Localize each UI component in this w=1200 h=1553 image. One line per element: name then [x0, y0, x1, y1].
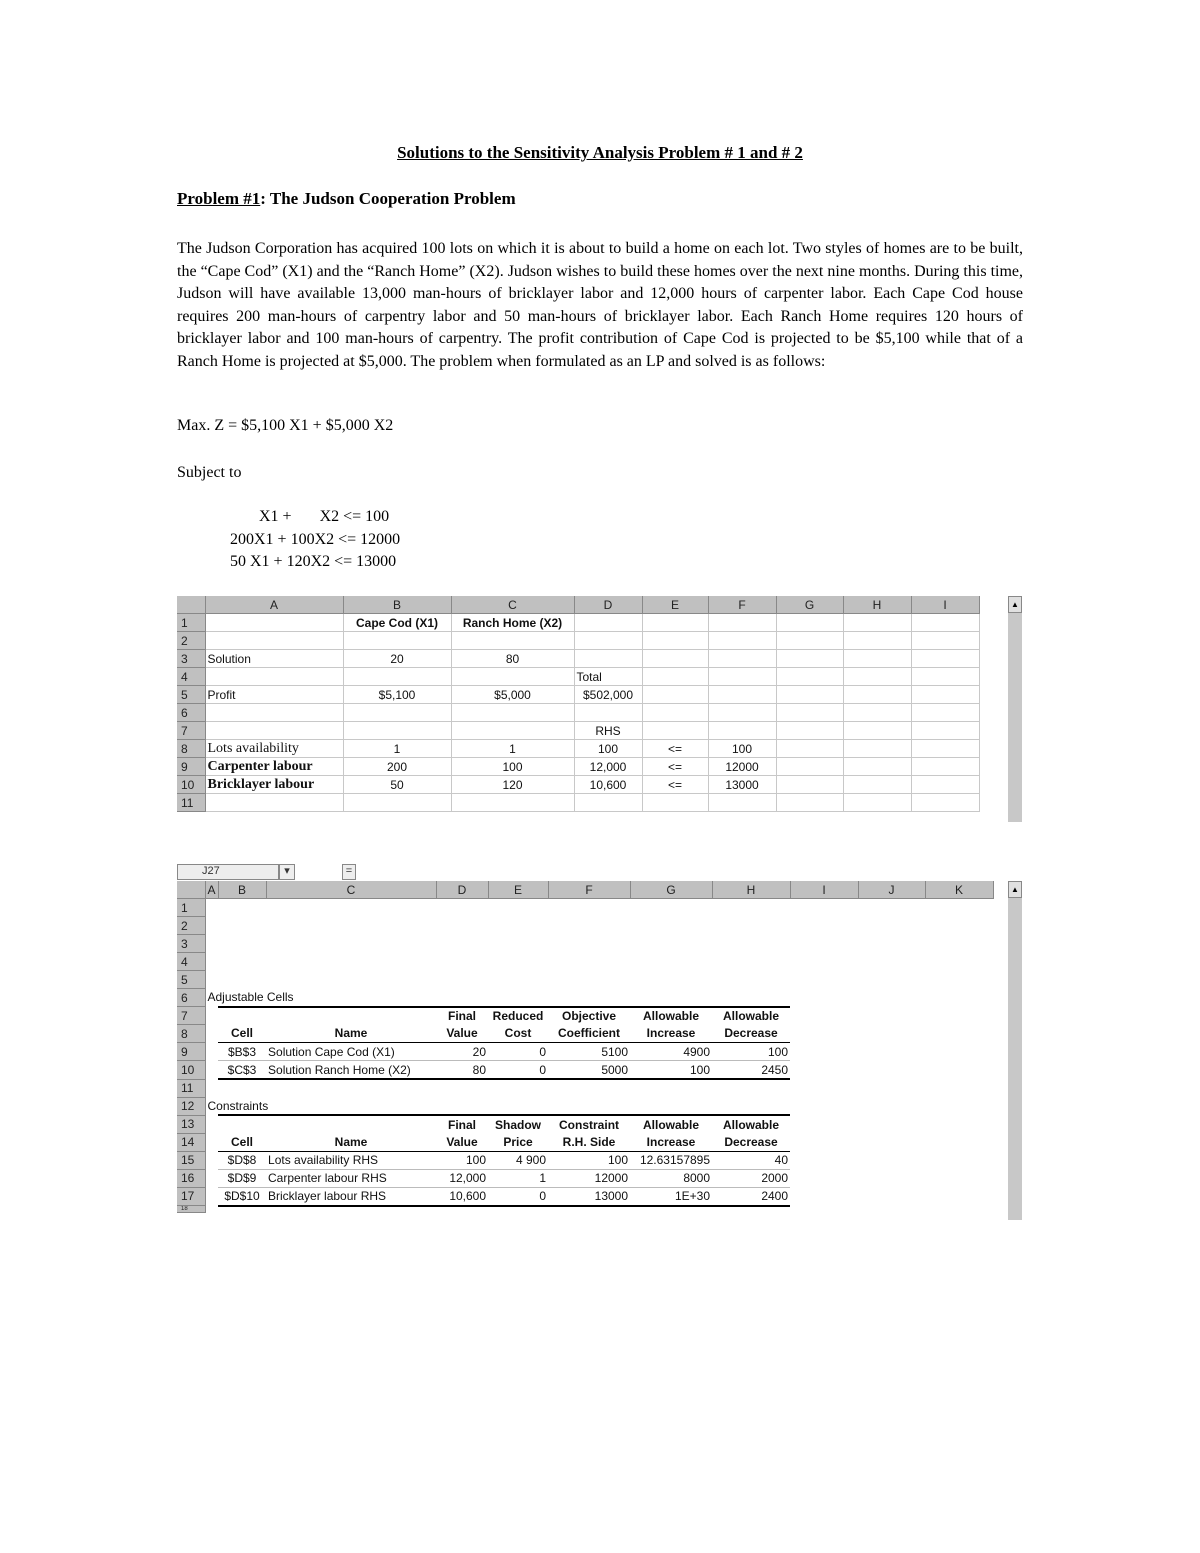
header-cell: Increase — [630, 1133, 712, 1151]
col-header-k[interactable]: K — [925, 881, 993, 899]
header-cell: Cell — [218, 1025, 266, 1043]
cell[interactable]: 20 — [343, 650, 451, 668]
cell[interactable] — [451, 704, 574, 722]
cell[interactable] — [790, 1061, 993, 1080]
cell[interactable] — [343, 668, 451, 686]
header-cell: Allowable — [630, 1115, 712, 1133]
cell[interactable]: Total — [574, 668, 642, 686]
row-number[interactable]: 1 — [177, 614, 205, 632]
cell[interactable] — [205, 632, 343, 650]
cell[interactable] — [790, 1151, 993, 1169]
cell[interactable]: 2400 — [712, 1187, 790, 1206]
table-row — [177, 935, 993, 953]
cell[interactable] — [205, 1115, 218, 1133]
cell[interactable] — [205, 722, 343, 740]
cell[interactable] — [205, 971, 993, 989]
cell[interactable] — [205, 704, 343, 722]
cell[interactable] — [451, 794, 574, 812]
cell[interactable] — [708, 704, 776, 722]
problem-heading — [177, 189, 516, 209]
cell[interactable] — [205, 1079, 993, 1097]
cell[interactable] — [843, 686, 911, 704]
model-grid — [177, 596, 980, 812]
col-header-d[interactable]: D — [436, 881, 488, 899]
cell[interactable] — [708, 668, 776, 686]
cell[interactable] — [205, 935, 993, 953]
header-cell: Coefficient — [548, 1025, 630, 1043]
name-box[interactable] — [177, 864, 279, 880]
cell[interactable]: 200 — [343, 758, 451, 776]
header-cell: Cell — [218, 1133, 266, 1151]
cell[interactable] — [776, 740, 843, 758]
cell[interactable] — [451, 722, 574, 740]
cell[interactable] — [343, 722, 451, 740]
cell[interactable] — [776, 758, 843, 776]
row-number[interactable]: 10 — [177, 776, 205, 794]
table-row — [177, 953, 993, 971]
row-number[interactable]: 9 — [177, 1043, 205, 1061]
objective-function: Max. Z = $5,100 X1 + $5,000 X2 — [177, 417, 394, 434]
col-header-h[interactable]: H — [712, 881, 790, 899]
cell[interactable]: Carpenter labour — [205, 758, 343, 776]
row-number[interactable]: 5 — [177, 686, 205, 704]
cell[interactable] — [642, 686, 708, 704]
col-header-g[interactable]: G — [776, 596, 843, 614]
cell[interactable] — [708, 632, 776, 650]
cell[interactable]: $502,000 — [574, 686, 642, 704]
cell[interactable] — [574, 614, 642, 632]
cell[interactable]: 12.63157895 — [630, 1151, 712, 1169]
cell[interactable] — [205, 1206, 993, 1213]
vertical-scrollbar[interactable] — [1008, 881, 1022, 1220]
cell[interactable] — [911, 632, 979, 650]
cell[interactable] — [642, 632, 708, 650]
row-number[interactable]: 17 — [177, 1187, 205, 1206]
cell[interactable]: Cape Cod (X1) — [343, 614, 451, 632]
row-number[interactable]: 14 — [177, 1133, 205, 1151]
cell[interactable] — [790, 1187, 993, 1206]
col-header-f[interactable]: F — [548, 881, 630, 899]
col-header-a[interactable]: A — [205, 596, 343, 614]
cell[interactable]: 2450 — [712, 1061, 790, 1080]
cell[interactable] — [205, 614, 343, 632]
cell[interactable] — [574, 704, 642, 722]
row-number[interactable]: 3 — [177, 935, 205, 953]
constraint-2: 200X1 + 100X2 <= 12000 — [230, 531, 401, 548]
cell[interactable] — [790, 1133, 993, 1151]
cell[interactable] — [574, 794, 642, 812]
cell[interactable]: Bricklayer labour — [205, 776, 343, 794]
row-number[interactable]: 7 — [177, 722, 205, 740]
cell[interactable] — [790, 1025, 993, 1043]
cell[interactable] — [843, 758, 911, 776]
constraint-3: 50 X1 + 120X2 <= 13000 — [230, 553, 397, 570]
cell[interactable]: 80 — [436, 1061, 488, 1080]
header-cell — [266, 1007, 436, 1025]
header-cell — [218, 1115, 266, 1133]
cell[interactable] — [708, 686, 776, 704]
cell[interactable]: 100 — [451, 758, 574, 776]
cell[interactable]: 4900 — [630, 1043, 712, 1061]
cell[interactable]: 0 — [488, 1187, 548, 1206]
col-header-j[interactable]: J — [858, 881, 925, 899]
cell[interactable] — [911, 758, 979, 776]
row-number[interactable]: 3 — [177, 650, 205, 668]
table-row — [177, 1097, 993, 1115]
table-row — [177, 776, 979, 794]
col-header-b[interactable]: B — [218, 881, 266, 899]
subject-to-label: Subject to — [177, 464, 242, 481]
constraints-label: Constraints — [207, 1098, 269, 1113]
table-row — [177, 1079, 993, 1097]
cell[interactable] — [776, 632, 843, 650]
name-box-dropdown-icon[interactable]: ▾ — [279, 864, 295, 880]
table-row — [177, 614, 979, 632]
cell[interactable]: 10,600 — [574, 776, 642, 794]
cell[interactable] — [205, 1187, 218, 1206]
cell[interactable] — [205, 1043, 218, 1061]
cell[interactable]: 20 — [436, 1043, 488, 1061]
scroll-up-icon[interactable]: ▲ — [1008, 596, 1022, 613]
table-row — [177, 794, 979, 812]
cell[interactable] — [205, 1025, 218, 1043]
cell[interactable] — [205, 899, 993, 917]
col-header-c[interactable]: C — [266, 881, 436, 899]
col-header-h[interactable]: H — [843, 596, 911, 614]
cell[interactable] — [343, 794, 451, 812]
cell[interactable]: 1 — [451, 740, 574, 758]
corner-cell[interactable] — [177, 596, 205, 614]
cell[interactable] — [708, 722, 776, 740]
cell[interactable] — [911, 776, 979, 794]
header-cell: Reduced — [488, 1007, 548, 1025]
header-cell — [218, 1007, 266, 1025]
cell[interactable]: 12,000 — [436, 1169, 488, 1187]
header-cell: Cost — [488, 1025, 548, 1043]
table-row — [177, 758, 979, 776]
col-header-d[interactable]: D — [574, 596, 642, 614]
scroll-up-icon[interactable]: ▲ — [1008, 881, 1022, 898]
cell[interactable]: 0 — [488, 1061, 548, 1080]
cell[interactable]: 4 900 — [488, 1151, 548, 1169]
col-header-f[interactable]: F — [708, 596, 776, 614]
cell[interactable] — [642, 668, 708, 686]
header-cell: Increase — [630, 1025, 712, 1043]
header-cell: Price — [488, 1133, 548, 1151]
cell[interactable] — [911, 704, 979, 722]
table-row — [177, 1025, 993, 1043]
cell[interactable]: 5000 — [548, 1061, 630, 1080]
cell[interactable]: <= — [642, 758, 708, 776]
cell[interactable] — [790, 1169, 993, 1187]
header-cell: Value — [436, 1133, 488, 1151]
cell[interactable] — [205, 1007, 218, 1025]
row-number[interactable]: 7 — [177, 1007, 205, 1025]
row-number[interactable]: 18 — [177, 1206, 205, 1213]
cell[interactable] — [843, 668, 911, 686]
col-header-e[interactable]: E — [642, 596, 708, 614]
row-number[interactable]: 6 — [177, 704, 205, 722]
header-cell: R.H. Side — [548, 1133, 630, 1151]
cell[interactable] — [776, 668, 843, 686]
row-number[interactable]: 6 — [177, 989, 205, 1007]
header-cell: Shadow — [488, 1115, 548, 1133]
table-row — [177, 740, 979, 758]
cell[interactable]: 12,000 — [574, 758, 642, 776]
cell[interactable]: 100 — [574, 740, 642, 758]
vertical-scrollbar[interactable] — [1008, 596, 1022, 822]
table-row — [177, 1007, 993, 1025]
cell[interactable]: Solution Cape Cod (X1) — [266, 1043, 436, 1061]
table-row — [177, 704, 979, 722]
table-row — [177, 650, 979, 668]
cell[interactable] — [776, 686, 843, 704]
row-number[interactable]: 13 — [177, 1115, 205, 1133]
sensitivity-report — [177, 881, 994, 1213]
row-number[interactable]: 11 — [177, 1079, 205, 1097]
table-row — [177, 989, 993, 1007]
cell[interactable] — [642, 650, 708, 668]
header-cell: Final — [436, 1007, 488, 1025]
header-cell: Value — [436, 1025, 488, 1043]
cell[interactable] — [343, 632, 451, 650]
cell[interactable]: 12000 — [548, 1169, 630, 1187]
header-cell: Objective — [548, 1007, 630, 1025]
cell[interactable] — [843, 740, 911, 758]
cell[interactable] — [911, 650, 979, 668]
table-row — [177, 1206, 993, 1213]
cell[interactable] — [843, 776, 911, 794]
table-row — [177, 1151, 993, 1169]
cell[interactable] — [205, 953, 993, 971]
cell[interactable]: 1E+30 — [630, 1187, 712, 1206]
cell[interactable]: $D$8 — [218, 1151, 266, 1169]
col-header-i[interactable]: I — [790, 881, 858, 899]
cell[interactable]: 80 — [451, 650, 574, 668]
table-row — [177, 971, 993, 989]
col-header-c[interactable]: C — [451, 596, 574, 614]
cell[interactable]: $D$9 — [218, 1169, 266, 1187]
cell[interactable] — [205, 794, 343, 812]
table-row — [177, 686, 979, 704]
cell[interactable]: 1 — [343, 740, 451, 758]
cell[interactable] — [843, 722, 911, 740]
cell[interactable]: <= — [642, 776, 708, 794]
cell[interactable]: $B$3 — [218, 1043, 266, 1061]
row-number[interactable]: 16 — [177, 1169, 205, 1187]
name-box-value: J27 — [202, 865, 220, 877]
cell[interactable] — [642, 704, 708, 722]
cell[interactable]: Lots availability — [205, 740, 343, 758]
row-number[interactable]: 8 — [177, 1025, 205, 1043]
corner-cell[interactable] — [177, 881, 205, 899]
table-row — [177, 1133, 993, 1151]
cell[interactable] — [642, 794, 708, 812]
cell[interactable]: Profit — [205, 686, 343, 704]
cell[interactable] — [911, 614, 979, 632]
table-row — [177, 1043, 993, 1061]
cell[interactable] — [205, 668, 343, 686]
header-cell — [266, 1115, 436, 1133]
header-cell: Final — [436, 1115, 488, 1133]
table-row — [177, 1169, 993, 1187]
cell[interactable]: 120 — [451, 776, 574, 794]
table-row — [177, 668, 979, 686]
cell[interactable] — [911, 722, 979, 740]
cell[interactable] — [776, 794, 843, 812]
row-number[interactable]: 4 — [177, 668, 205, 686]
cell[interactable]: 100 — [548, 1151, 630, 1169]
cell[interactable] — [843, 632, 911, 650]
row-number[interactable]: 12 — [177, 1097, 205, 1115]
cell[interactable] — [776, 776, 843, 794]
col-header-a[interactable]: A — [205, 881, 218, 899]
cell[interactable]: Solution — [205, 650, 343, 668]
cell[interactable]: Lots availability RHS — [266, 1151, 436, 1169]
cell[interactable] — [642, 614, 708, 632]
cell[interactable] — [776, 650, 843, 668]
cell[interactable]: Ranch Home (X2) — [451, 614, 574, 632]
col-header-i[interactable]: I — [911, 596, 979, 614]
cell[interactable]: 50 — [343, 776, 451, 794]
cell[interactable] — [205, 1061, 218, 1080]
col-header-b[interactable]: B — [343, 596, 451, 614]
cell[interactable] — [790, 1043, 993, 1061]
table-row — [177, 1187, 993, 1206]
cell[interactable]: 2000 — [712, 1169, 790, 1187]
cell[interactable] — [843, 704, 911, 722]
row-number[interactable]: 5 — [177, 971, 205, 989]
cell[interactable]: 5100 — [548, 1043, 630, 1061]
cell[interactable] — [776, 704, 843, 722]
cell[interactable] — [708, 794, 776, 812]
cell[interactable]: <= — [642, 740, 708, 758]
cell[interactable] — [843, 650, 911, 668]
row-number[interactable]: 4 — [177, 953, 205, 971]
problem-label: Problem #1 — [177, 189, 261, 208]
cell[interactable]: 12000 — [708, 758, 776, 776]
col-header-g[interactable]: G — [630, 881, 712, 899]
row-number[interactable]: 1 — [177, 899, 205, 917]
cell[interactable]: 10,600 — [436, 1187, 488, 1206]
cell[interactable]: 100 — [436, 1151, 488, 1169]
cell[interactable] — [911, 668, 979, 686]
row-number[interactable]: 9 — [177, 758, 205, 776]
cell[interactable] — [708, 650, 776, 668]
cell[interactable]: 8000 — [630, 1169, 712, 1187]
cell[interactable]: 100 — [712, 1043, 790, 1061]
row-number[interactable]: 15 — [177, 1151, 205, 1169]
cell[interactable]: 100 — [708, 740, 776, 758]
cell[interactable]: $5,000 — [451, 686, 574, 704]
header-cell: Decrease — [712, 1025, 790, 1043]
row-number[interactable]: 11 — [177, 794, 205, 812]
table-row — [177, 899, 993, 917]
cell[interactable]: 40 — [712, 1151, 790, 1169]
table-row — [177, 1061, 993, 1080]
constraint-1: X1 + X2 <= 100 — [259, 508, 390, 525]
row-number[interactable]: 2 — [177, 917, 205, 935]
cell[interactable]: $C$3 — [218, 1061, 266, 1080]
header-cell: Allowable — [712, 1115, 790, 1133]
table-row — [177, 1115, 993, 1133]
cell[interactable]: 0 — [488, 1043, 548, 1061]
header-cell: Constraint — [548, 1115, 630, 1133]
table-row — [177, 722, 979, 740]
cell[interactable] — [451, 668, 574, 686]
cell[interactable] — [574, 650, 642, 668]
header-cell: Name — [266, 1025, 436, 1043]
cell[interactable]: Solution Ranch Home (X2) — [266, 1061, 436, 1080]
cell[interactable] — [205, 1151, 218, 1169]
cell[interactable]: Bricklayer labour RHS — [266, 1187, 436, 1206]
cell[interactable] — [776, 722, 843, 740]
col-header-e[interactable]: E — [488, 881, 548, 899]
cell[interactable] — [843, 614, 911, 632]
header-cell: Allowable — [630, 1007, 712, 1025]
row-number[interactable]: 10 — [177, 1061, 205, 1080]
cell[interactable] — [343, 704, 451, 722]
adjustable-cells-label: Adjustable Cells — [207, 990, 294, 1004]
cell[interactable]: 13000 — [548, 1187, 630, 1206]
cell[interactable] — [708, 614, 776, 632]
cell[interactable] — [574, 632, 642, 650]
cell[interactable] — [642, 722, 708, 740]
cell[interactable] — [451, 632, 574, 650]
cell[interactable] — [911, 794, 979, 812]
cell[interactable] — [776, 614, 843, 632]
cell[interactable]: 100 — [630, 1061, 712, 1080]
row-number[interactable]: 2 — [177, 632, 205, 650]
page-title: Solutions to the Sensitivity Analysis Problem # 1 and # 2 — [397, 143, 803, 162]
cell[interactable] — [911, 686, 979, 704]
cell[interactable] — [205, 917, 993, 935]
header-cell: Name — [266, 1133, 436, 1151]
row-number[interactable]: 8 — [177, 740, 205, 758]
formula-bar — [177, 864, 1022, 880]
equals-icon[interactable]: = — [342, 864, 356, 880]
cell[interactable] — [843, 794, 911, 812]
cell[interactable]: 1 — [488, 1169, 548, 1187]
header-cell: Decrease — [712, 1133, 790, 1151]
cell[interactable] — [205, 1133, 218, 1151]
cell[interactable]: RHS — [574, 722, 642, 740]
cell[interactable]: Carpenter labour RHS — [266, 1169, 436, 1187]
cell[interactable]: $5,100 — [343, 686, 451, 704]
spreadsheet-model — [177, 596, 980, 812]
cell[interactable]: $D$10 — [218, 1187, 266, 1206]
cell[interactable] — [790, 1007, 993, 1025]
report-grid — [177, 881, 994, 1213]
cell[interactable]: 13000 — [708, 776, 776, 794]
header-cell: Allowable — [712, 1007, 790, 1025]
table-row — [177, 632, 979, 650]
cell[interactable] — [911, 740, 979, 758]
problem-paragraph: The Judson Corporation has acquired 100 lots on which it is about to build a home on each lot. Two styles of homes are to be built, the “Cape Cod” (X1) and the “Ranch Home” (X2). Judson wishes to build these homes over the next nine months. During this time, Judson will have available 13,000 man-hours of bricklayer labor and 12,000 hours of carpenter labor. Each Cape Cod house requires 200 man-hours of carpentry labor and 50 man-hours of bricklayer labor. Each Ranch Home requires 120 hours of bricklayer labor and 100 man-hours of carpentry. The profit contribution of Cape Cod is projected to be $5,100 while that of a Ranch Home is projected at $5,000. The problem when formulated as an LP and solved is as follows: — [177, 240, 1023, 370]
problem-name: : The Judson Cooperation Problem — [260, 189, 516, 208]
cell[interactable] — [790, 1115, 993, 1133]
table-row — [177, 917, 993, 935]
cell[interactable] — [205, 1169, 218, 1187]
